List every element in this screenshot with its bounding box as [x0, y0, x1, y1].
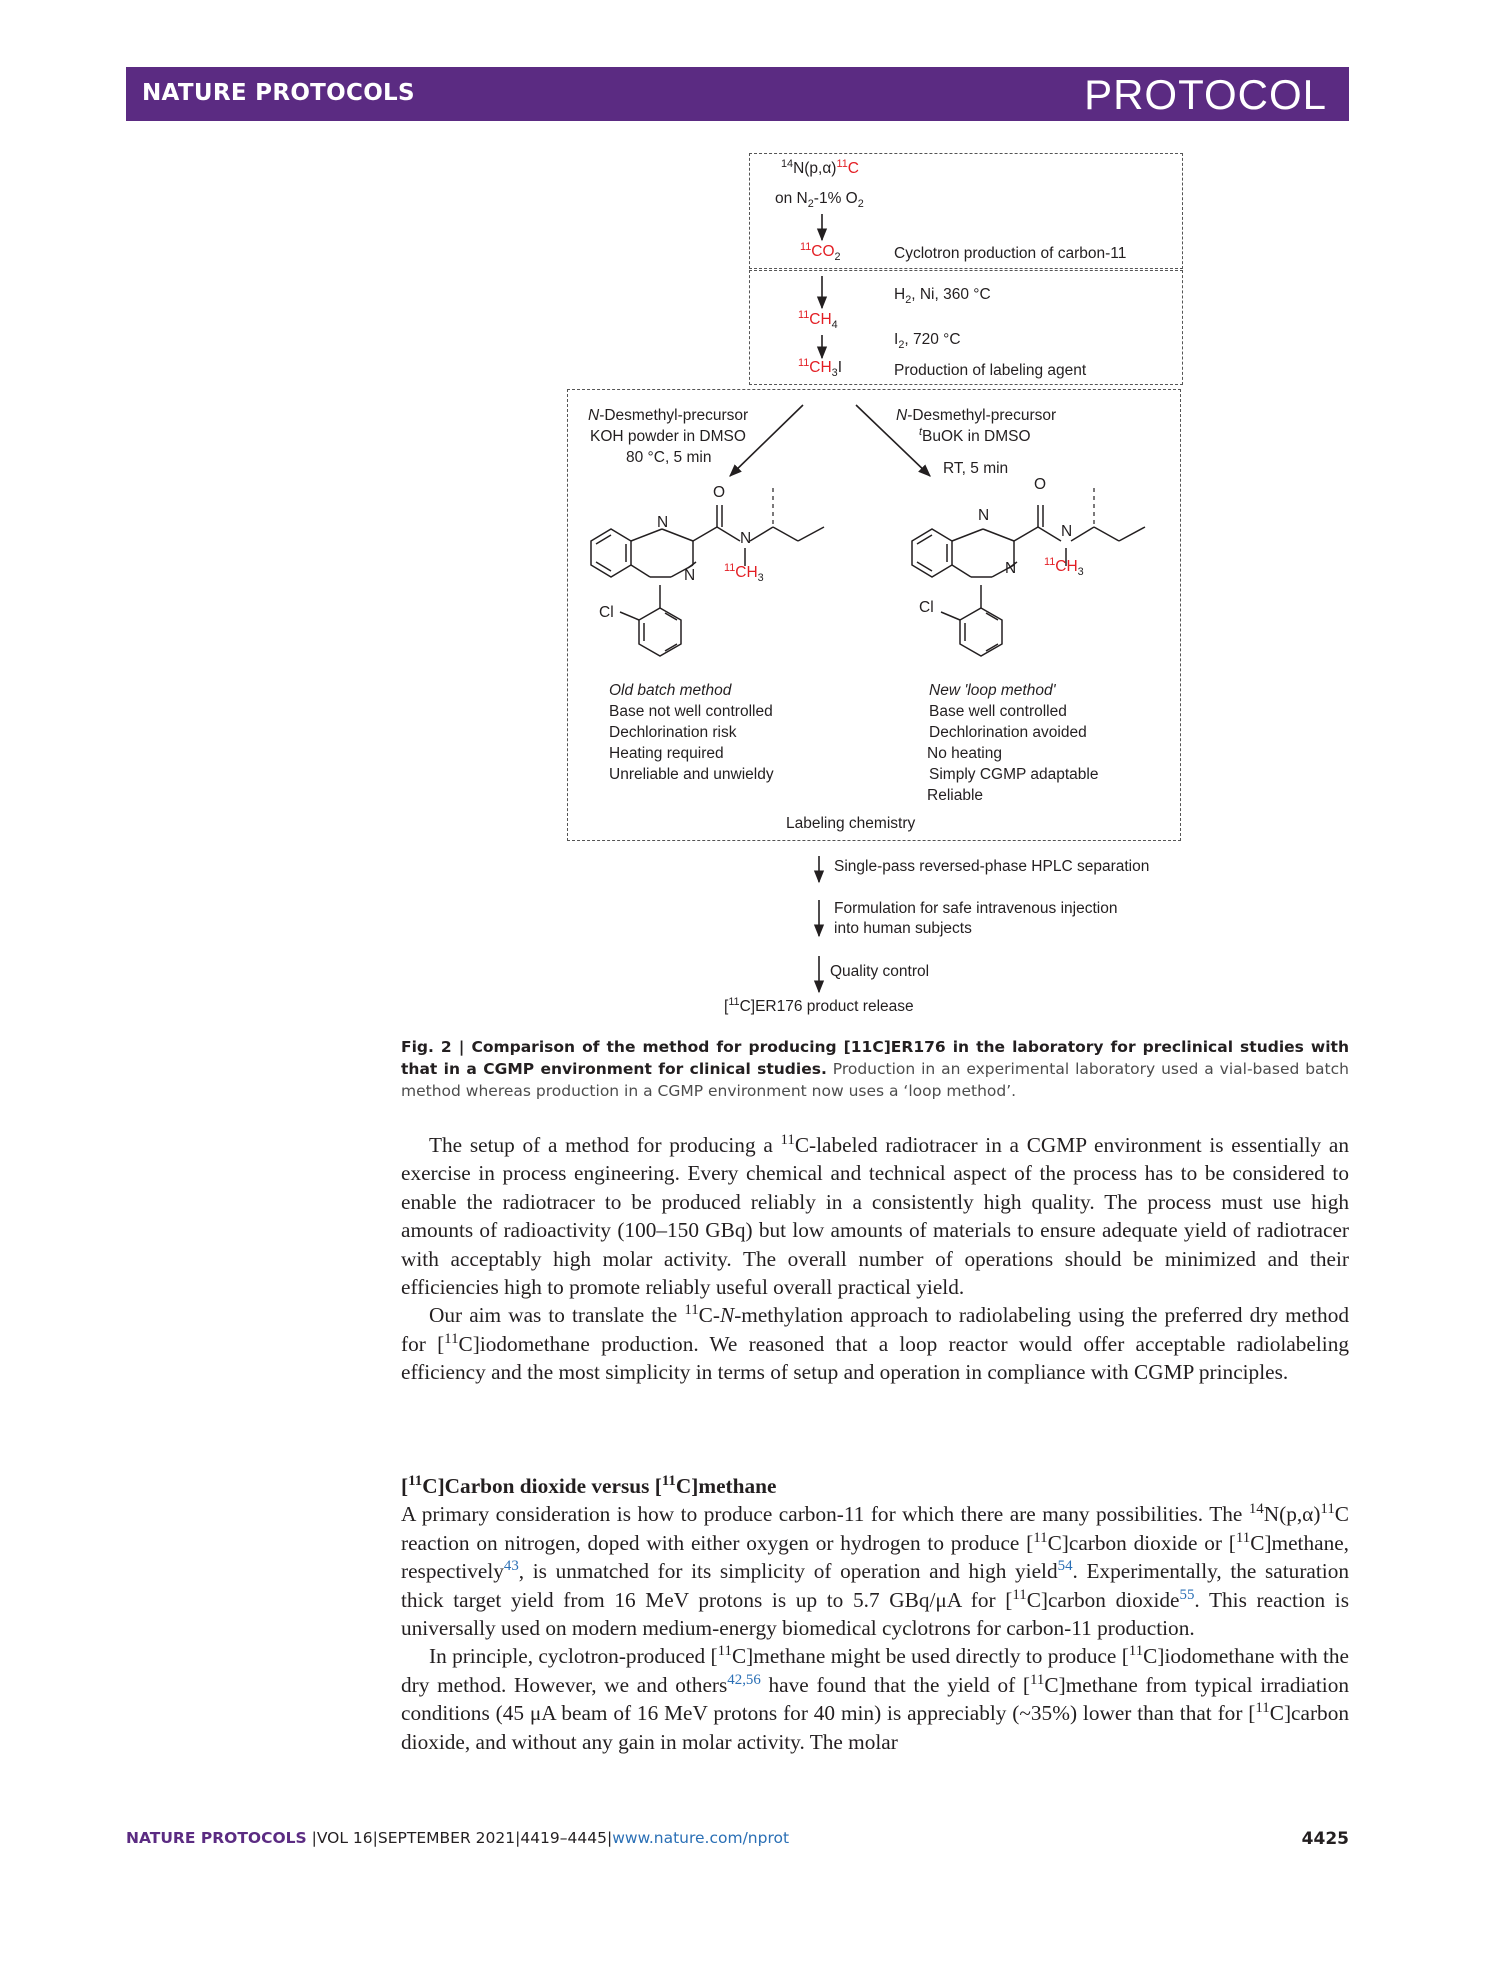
left-methyl-label: $^{11}CH_3$	[724, 561, 764, 585]
body-section-2	[401, 1472, 1349, 1756]
citation-43[interactable]: 43	[503, 1558, 519, 1575]
right-amide-nitrogen: N	[1061, 523, 1073, 540]
footer-url-link[interactable]: www.nature.com/nprot	[612, 1829, 790, 1847]
page-number: 4425	[1301, 1829, 1349, 1849]
paragraph-aim: Our aim was to translate the $^{11}$C-N-methylation approach to radiolabeling using the preferred dry method for [$^{11}$C]iodomethane production. We reasoned that a loop reactor would offer acceptable radiolabeling efficiency and the most simplicity in terms of setup and operation in compliance with CGMP principles.	[401, 1302, 1349, 1385]
right-carbonyl-oxygen: O	[1034, 476, 1047, 493]
hplc-step: Single-pass reversed-phase HPLC separation	[834, 858, 1150, 875]
left-base: KOH powder in DMSO	[590, 428, 746, 445]
new-point-1: Base well controlled	[929, 703, 1067, 720]
citation-42-56[interactable]: 42,56	[727, 1671, 761, 1688]
right-ring-nitrogen-1: N	[978, 507, 990, 524]
new-point-4: Simply CGMP adaptable	[929, 766, 1099, 783]
footer-pages: 4419–4445	[520, 1829, 607, 1847]
footer-journal: NATURE PROTOCOLS	[126, 1829, 307, 1847]
new-point-5: Reliable	[927, 787, 984, 804]
ch3i-label: $^{11}CH_3I$	[798, 356, 842, 380]
footer-date: SEPTEMBER 2021	[377, 1829, 516, 1847]
left-carbonyl-oxygen: O	[713, 484, 726, 501]
labeling-agent-step-label: Production of labeling agent	[894, 362, 1087, 379]
caption-label: Fig. 2 | Comparison of the method for producing [11C]ER176 in the laboratory for preclinical studies with that in a CGMP environment for clinical studies.	[401, 1038, 1349, 1078]
body-section-1	[401, 1131, 1349, 1387]
caption-text: Production in an experimental laboratory used a vial-based batch method whereas production in a CGMP environment now uses a ‘loop method’.	[401, 1060, 1349, 1100]
target-label: on $N_2-1\%$ $O_2$	[775, 190, 864, 211]
co2-label: $^{11}CO_2$	[800, 240, 841, 264]
page-footer: NATURE PROTOCOLS |VOL 16|SEPTEMBER 2021|4419–4445|www.nature.com/nprot 4425	[126, 1829, 1349, 1849]
left-amide-nitrogen: N	[740, 530, 752, 547]
right-ring-nitrogen-2: N	[1005, 560, 1017, 577]
paragraph-setup: The setup of a method for producing a $^{11}$C-labeled radiotracer in a CGMP environment is essentially an exercise in process engineering. Every chemical and technical aspect of the process has to be considered to enable the radiotracer to be produced reliably in a consistently high quality. The process must use high amounts of radioactivity (100–150 GBq) but low amounts of materials to ensure adequate yield of radiotracer with acceptably high molar activity. The overall number of operations should be minimized and their efficiencies high to promote reliably useful overall practical yield.	[401, 1131, 1349, 1300]
hydrogenation-condition: $H_2$, Ni, 360 °C	[894, 286, 991, 307]
journal-name: NATURE PROTOCOLS	[142, 80, 415, 106]
quality-control-step: Quality control	[830, 963, 930, 980]
old-point-2: Dechlorination risk	[609, 724, 737, 741]
reaction-label: $^{14}N(p,\alpha)^{11}C$	[781, 157, 859, 177]
old-point-4: Unreliable and unwieldy	[609, 766, 774, 783]
section-heading: [$^{11}$C]Carbon dioxide versus [$^{11}$C]methane	[401, 1472, 777, 1498]
right-base: $^t$BuOK in DMSO	[919, 425, 1031, 445]
paragraph-carbon-production: A primary consideration is how to produce carbon-11 for which there are many possibilities. The $^{14}N(p,\alpha)^{11}C$ reaction on nitrogen, doped with either oxygen or hydrogen to produce [$^{11}$C]carbon dioxide or [$^{11}$C]methane, respectively$^{43}$, is unmatched for its simplicity of operation and high yield$^{54}$. Experimentally, the saturation thick target yield from 16 MeV protons is up to 5.7 GBq/μA for [$^{11}$C]carbon dioxide$^{55}$. This reaction is universally used on modern medium-energy biomedical cyclotrons for carbon-11 production.	[401, 1501, 1349, 1641]
iodination-condition: $I_2$, 720 °C	[894, 331, 961, 352]
product-release: [$^{11}$C]ER176 product release	[724, 995, 914, 1015]
left-chlorine: Cl	[599, 604, 614, 621]
molecule-new-method	[912, 505, 1145, 656]
left-ring-nitrogen-1: N	[657, 514, 669, 531]
right-precursor: N-Desmethyl-precursor	[896, 407, 1057, 424]
old-point-1: Base not well controlled	[609, 703, 773, 720]
new-method-title: New 'loop method'	[929, 682, 1056, 699]
new-point-3: No heating	[927, 745, 1002, 762]
figure-caption	[401, 1036, 1349, 1102]
left-conditions: 80 °C, 5 min	[626, 449, 712, 466]
old-point-3: Heating required	[609, 745, 724, 762]
cyclotron-step-label: Cyclotron production of carbon-11	[894, 245, 1127, 262]
left-precursor: N-Desmethyl-precursor	[588, 407, 749, 424]
article-type-label: PROTOCOL	[1084, 71, 1327, 118]
left-ring-nitrogen-2: N	[684, 567, 696, 584]
paragraph-methane: In principle, cyclotron-produced [$^{11}$C]methane might be used directly to produce [$^{11}$C]iodomethane with the dry method. However, we and others$^{42,56}$ have found that the yield of [$^{11}$C]methane from typical irradiation conditions (45 μA beam of 16 MeV protons for 40 min) is appreciably (~35%) lower than that for [$^{11}$C]carbon dioxide, and without any gain in molar activity. The molar	[401, 1643, 1349, 1754]
right-conditions: RT, 5 min	[943, 460, 1009, 477]
new-point-2: Dechlorination avoided	[929, 724, 1087, 741]
formulation-step-line1: Formulation for safe intravenous injection	[834, 900, 1118, 917]
right-methyl-label: $^{11}CH_3$	[1044, 555, 1084, 579]
ch4-label: $^{11}CH_4$	[798, 308, 838, 332]
old-method-title: Old batch method	[609, 682, 732, 699]
footer-volume: VOL 16	[316, 1829, 373, 1847]
right-chlorine: Cl	[919, 599, 934, 616]
molecule-old-method	[591, 505, 824, 656]
citation-55[interactable]: 55	[1179, 1586, 1195, 1603]
formulation-step-line2: into human subjects	[834, 920, 972, 937]
labeling-chemistry-label: Labeling chemistry	[786, 815, 916, 832]
citation-54[interactable]: 54	[1057, 1558, 1073, 1575]
